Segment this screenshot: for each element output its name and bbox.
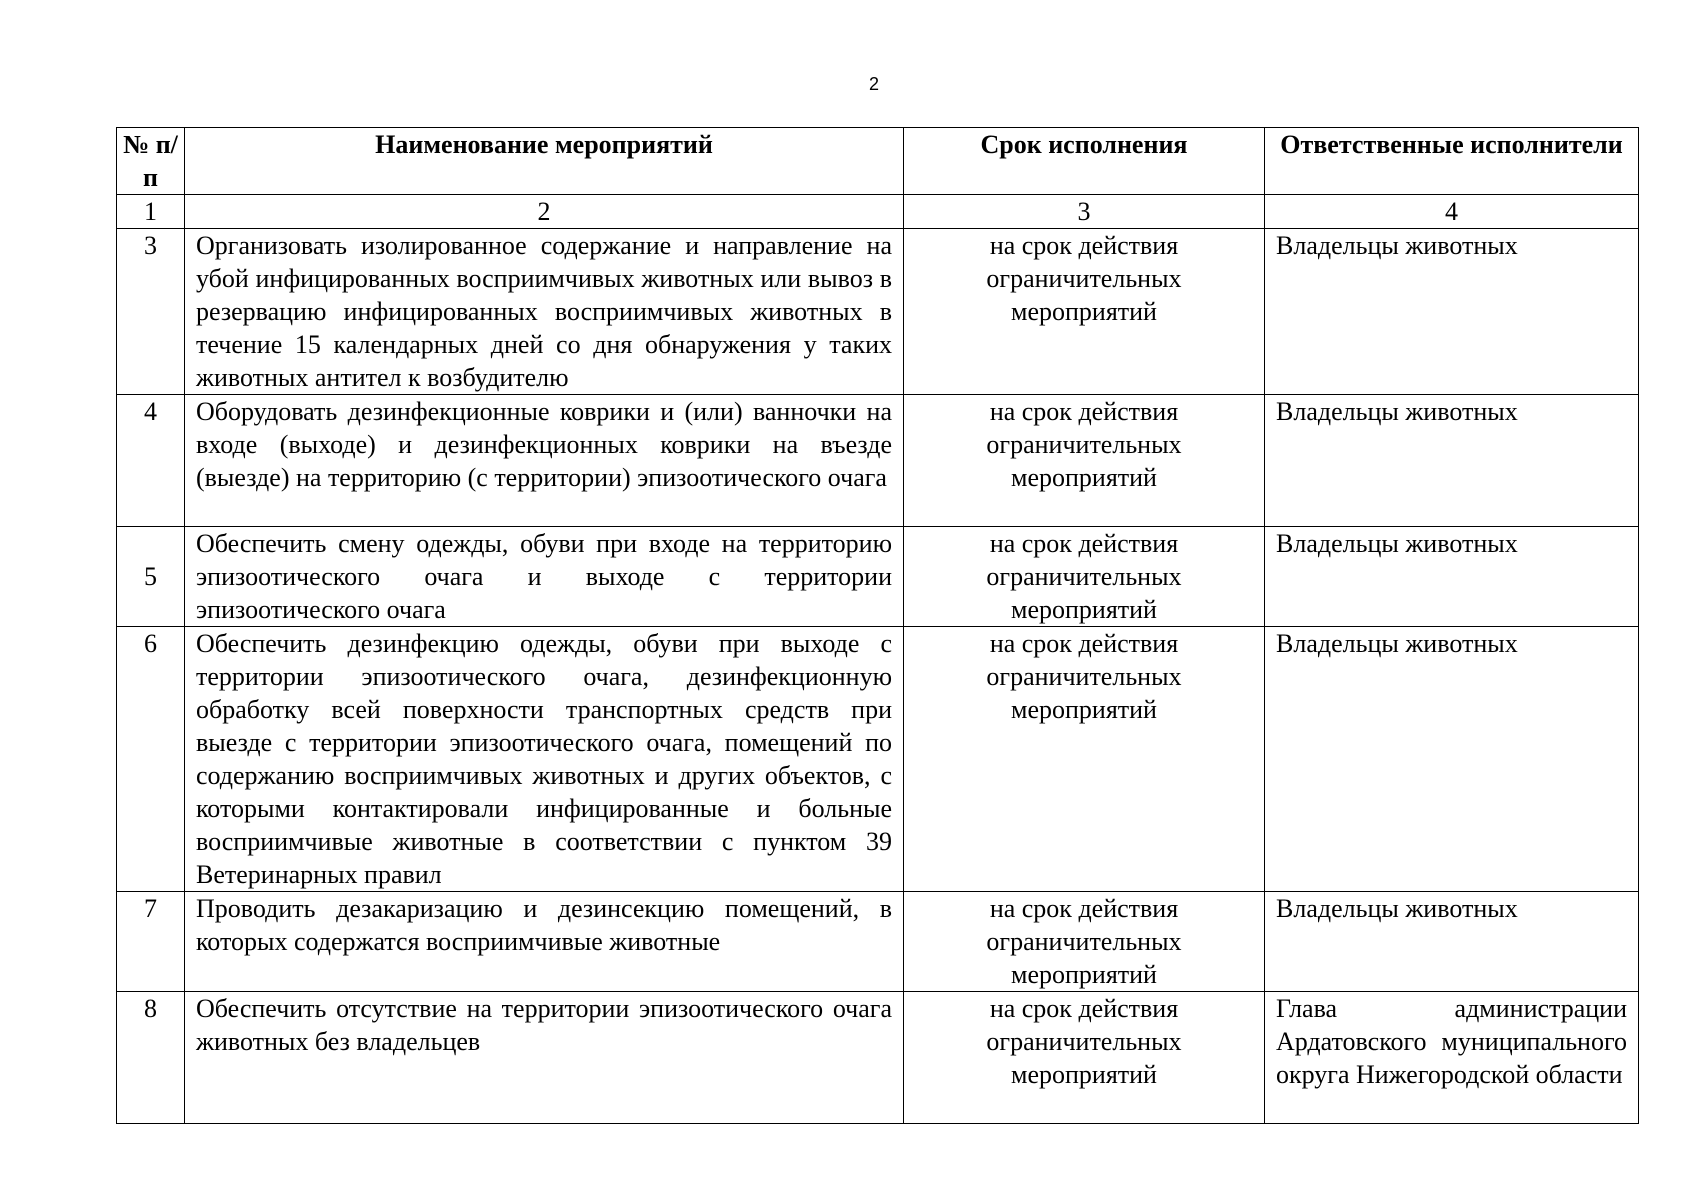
- measure-term: на срок действия ограничительных мероприятий: [904, 395, 1265, 527]
- measure-name: Обеспечить смену одежды, обуви при входе на территорию эпизоотического очага и выходе с территории эпизоотического очага: [185, 527, 904, 627]
- row-number: 7: [117, 892, 185, 992]
- header-name: Наименование мероприятий: [185, 128, 904, 195]
- table-row: [117, 892, 1639, 992]
- table-row: [117, 992, 1639, 1124]
- table-row: [117, 627, 1639, 892]
- measure-name: Обеспечить дезинфекцию одежды, обуви при выходе с территории эпизоотического очага, дезинфекционную обработку всей поверхности транспортных средств при выезде с территории эпизоотического очага, помещений по содержанию восприимчивых животных и других объектов, с которыми контактировали инфицированные и больные восприимчивые животные в соответствии с пунктом 39 Ветеринарных правил: [185, 627, 904, 892]
- measure-term: на срок действия ограничительных мероприятий: [904, 992, 1265, 1124]
- column-number: 3: [904, 195, 1265, 229]
- header-num: № п/п: [117, 128, 185, 195]
- header-row: [117, 128, 1639, 195]
- measure-term: на срок действия ограничительных мероприятий: [904, 627, 1265, 892]
- table-row: [117, 229, 1639, 395]
- measure-name: Оборудовать дезинфекционные коврики и (или) ванночки на входе (выходе) и дезинфекционных коврики на въезде (выезде) на территорию (с территории) эпизоотического очага: [185, 395, 904, 527]
- measure-name: Обеспечить отсутствие на территории эпизоотического очага животных без владельцев: [185, 992, 904, 1124]
- row-number: 6: [117, 627, 185, 892]
- measures-table: [116, 127, 1639, 1124]
- column-number: 1: [117, 195, 185, 229]
- row-number: 4: [117, 395, 185, 527]
- header-resp: Ответственные исполнители: [1265, 128, 1639, 195]
- measure-term: на срок действия ограничительных мероприятий: [904, 229, 1265, 395]
- measure-responsible: Владельцы животных: [1265, 395, 1639, 527]
- column-numbers-row: [117, 195, 1639, 229]
- measure-name: Организовать изолированное содержание и направление на убой инфицированных восприимчивых животных или вывоз в резервацию инфицированных восприимчивых животных в течение 15 календарных дней со дня обнаружения у таких животных антител к возбудителю: [185, 229, 904, 395]
- measure-responsible: Глава администрации Ардатовского муниципального округа Нижегородской области: [1265, 992, 1639, 1124]
- table-row: [117, 395, 1639, 527]
- table-row: [117, 527, 1639, 627]
- row-number: 8: [117, 992, 185, 1124]
- page-number: 2: [868, 74, 879, 94]
- measure-responsible: Владельцы животных: [1265, 892, 1639, 992]
- row-number: 5: [117, 527, 185, 627]
- measure-name: Проводить дезакаризацию и дезинсекцию помещений, в которых содержатся восприимчивые животные: [185, 892, 904, 992]
- row-number: 3: [117, 229, 185, 395]
- column-number: 4: [1265, 195, 1639, 229]
- measure-responsible: Владельцы животных: [1265, 229, 1639, 395]
- column-number: 2: [185, 195, 904, 229]
- measure-term: на срок действия ограничительных мероприятий: [904, 892, 1265, 992]
- measure-responsible: Владельцы животных: [1265, 527, 1639, 627]
- header-term: Срок исполнения: [904, 128, 1265, 195]
- measure-responsible: Владельцы животных: [1265, 627, 1639, 892]
- measure-term: на срок действия ограничительных мероприятий: [904, 527, 1265, 627]
